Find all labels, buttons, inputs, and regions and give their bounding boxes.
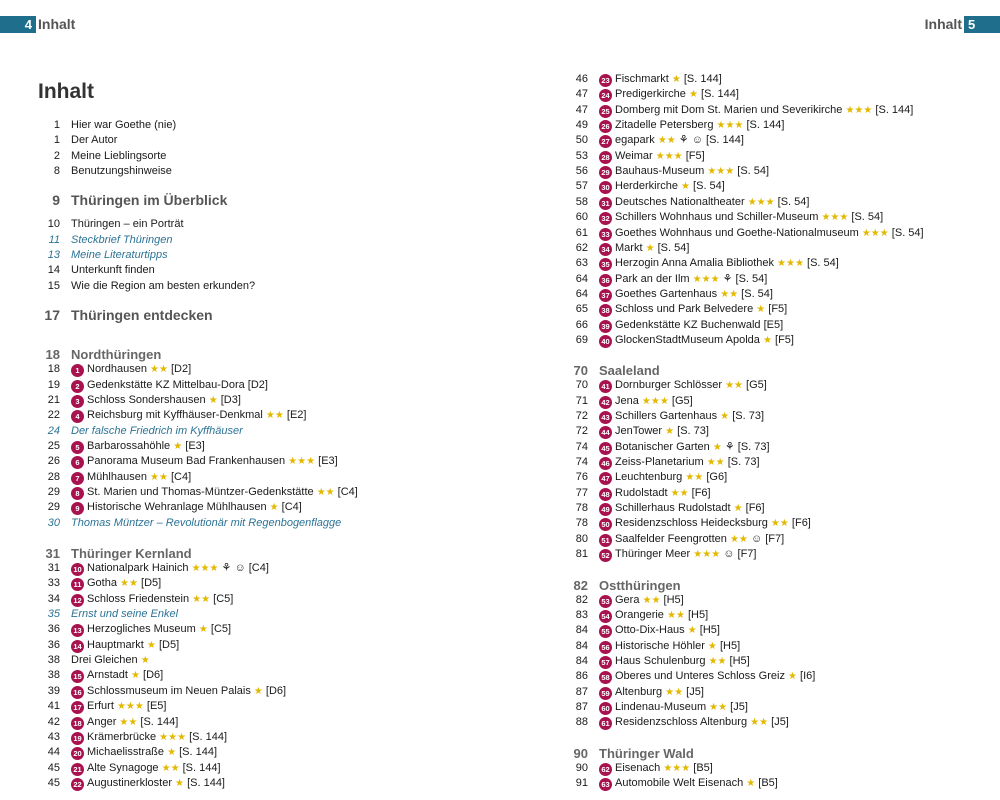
toc-entry-text: 9 Historische Wehranlage Mühlhausen ★ [C4] xyxy=(71,500,302,515)
toc-page-number: 66 xyxy=(575,318,588,331)
toc-entry-text: 26 Zitadelle Petersberg ★★★ [S. 144] xyxy=(599,118,784,133)
toc-entry-text: 8 St. Marien und Thomas-Müntzer-Gedenkstätte ★★ [C4] xyxy=(71,485,358,500)
sight-number-badge: 2 xyxy=(71,380,84,393)
toc-entry-text: 60 Lindenau-Museum ★★ [J5] xyxy=(599,700,748,715)
rating-stars: ★★ xyxy=(161,762,180,774)
toc-page-number: 88 xyxy=(575,716,588,729)
rating-stars: ★★★ xyxy=(845,104,873,116)
toc-page-number: 62 xyxy=(575,241,588,254)
sight-number-badge: 59 xyxy=(599,687,612,700)
toc-page-number: 83 xyxy=(575,608,588,621)
sight-number-badge: 8 xyxy=(71,487,84,500)
toc-page-number: 33 xyxy=(47,577,60,590)
rating-stars: ★★ xyxy=(642,594,661,606)
sight-number-badge: 12 xyxy=(71,594,84,607)
toc-entry-text: 56 Historische Höhler ★ [H5] xyxy=(599,639,740,654)
rating-stars: ★ xyxy=(681,181,690,193)
rating-stars: ★ xyxy=(253,685,263,697)
toc-entry-text: 54 Orangerie ★★ [H5] xyxy=(599,608,708,623)
toc-entry-text: 47 Leuchtenburg ★★ [G6] xyxy=(599,470,727,485)
toc-entry-text: Ostthüringen xyxy=(599,577,681,593)
toc-entry-text: 52 Thüringer Meer ★★★ ☺ [F7] xyxy=(599,547,756,562)
toc-page-number: 45 xyxy=(47,776,60,789)
toc-page-number: 74 xyxy=(575,440,588,453)
toc-page-number: 57 xyxy=(575,180,588,193)
toc-page-number: 90 xyxy=(573,745,588,761)
toc-entry-text: 15 Arnstadt ★ [D6] xyxy=(71,668,163,683)
right-running-head: Inhalt xyxy=(924,16,962,32)
rating-stars: ★★ xyxy=(708,655,727,667)
toc-entry-text: 19 Krämerbrücke ★★★ [S. 144] xyxy=(71,730,227,745)
toc-page-number: 81 xyxy=(575,548,588,561)
toc-entry-text: 63 Automobile Welt Eisenach ★ [B5] xyxy=(599,776,778,791)
toc-entry-text: 1 Nordhausen ★★ [D2] xyxy=(71,362,191,377)
toc-page-number: 87 xyxy=(575,685,588,698)
page-title: Inhalt xyxy=(38,80,94,103)
toc-entry-text: 25 Domberg mit Dom St. Marien und Severikirche ★★★ [S. 144] xyxy=(599,103,913,118)
toc-entry-text: Der falsche Friedrich im Kyffhäuser xyxy=(71,424,243,437)
toc-page-number: 9 xyxy=(52,192,60,209)
sight-number-badge: 26 xyxy=(599,120,612,133)
toc-page-number: 72 xyxy=(575,425,588,438)
sight-number-badge: 14 xyxy=(71,640,84,653)
rating-stars: ★★ xyxy=(666,609,685,621)
toc-page-number: 35 xyxy=(47,608,60,621)
rating-stars: ★ xyxy=(198,624,208,636)
rating-stars: ★★★ xyxy=(777,258,804,270)
toc-page-number: 36 xyxy=(47,623,60,636)
sight-number-badge: 35 xyxy=(599,258,612,271)
rating-stars: ★★★ xyxy=(716,120,744,132)
toc-entry-text: 11 Gotha ★★ [D5] xyxy=(71,576,161,591)
rating-stars: ★★ xyxy=(750,717,769,729)
sight-number-badge: 15 xyxy=(71,670,84,683)
toc-entry-text: 48 Rudolstadt ★★ [F6] xyxy=(599,486,711,501)
rating-stars: ★★★ xyxy=(288,456,316,468)
toc-entry-text: 62 Eisenach ★★★ [B5] xyxy=(599,761,713,776)
toc-entry-text: 31 Deutsches Nationaltheater ★★★ [S. 54] xyxy=(599,195,809,210)
toc-page-number: 84 xyxy=(575,654,588,667)
sight-number-badge: 41 xyxy=(599,380,612,393)
rating-stars: ★ xyxy=(788,671,797,683)
sight-number-badge: 50 xyxy=(599,518,612,531)
sight-number-badge: 44 xyxy=(599,426,612,439)
toc-entry-text: 2 Gedenkstätte KZ Mittelbau-Dora [D2] xyxy=(71,378,268,393)
sight-number-badge: 38 xyxy=(599,304,612,317)
toc-page-number: 45 xyxy=(47,761,60,774)
toc-entry-text: Ernst und seine Enkel xyxy=(71,608,179,621)
sight-number-badge: 39 xyxy=(599,320,612,333)
toc-page-number: 64 xyxy=(575,287,588,300)
toc-page-number: 71 xyxy=(575,394,588,407)
toc-entry-text: Meine Literaturtipps xyxy=(71,249,168,262)
toc-entry-text: 7 Mühlhausen ★★ [C4] xyxy=(71,470,191,485)
toc-entry-text: Thüringer Wald xyxy=(599,745,694,761)
toc-entry-text: 18 Anger ★★ [S. 144] xyxy=(71,715,178,730)
rating-stars: ★ xyxy=(756,304,766,316)
toc-entry-text: 20 Michaelisstraße ★ [S. 144] xyxy=(71,745,217,760)
rating-stars: ★ xyxy=(146,639,156,651)
toc-entry-text: Thomas Müntzer – Revolutionär mit Regenbogenflagge xyxy=(71,516,342,529)
toc-page-number: 84 xyxy=(575,624,588,637)
rating-stars: ★★ xyxy=(770,518,789,530)
toc-entry-text: 61 Residenzschloss Altenburg ★★ [J5] xyxy=(599,715,789,730)
toc-page-number: 19 xyxy=(47,378,60,391)
toc-entry-text: 43 Schillers Gartenhaus ★ [S. 73] xyxy=(599,409,764,424)
toc-entry-text: 37 Goethes Gartenhaus ★★ [S. 54] xyxy=(599,287,773,302)
toc-page-number: 90 xyxy=(575,761,588,774)
sight-number-badge: 4 xyxy=(71,410,84,423)
toc-entry-text: Hier war Goethe (nie) xyxy=(71,119,177,131)
toc-page-number: 77 xyxy=(575,486,588,499)
toc-entry-text: Drei Gleichen ★ xyxy=(71,654,150,667)
rating-stars: ★★★ xyxy=(663,762,691,774)
toc-page-number: 26 xyxy=(47,455,60,468)
rating-stars: ★★ xyxy=(725,380,743,392)
toc-page-number: 22 xyxy=(47,409,60,422)
rating-stars: ★★★ xyxy=(861,227,889,239)
rating-stars: ★ xyxy=(167,747,177,759)
sight-number-badge: 47 xyxy=(599,472,612,485)
rating-stars: ★ xyxy=(208,394,218,406)
toc-page-number: 2 xyxy=(53,149,60,162)
toc-page-number: 24 xyxy=(47,424,60,437)
toc-entry-text: 3 Schloss Sondershausen ★ [D3] xyxy=(71,393,241,408)
toc-page-number: 42 xyxy=(47,715,60,728)
toc-page-number: 47 xyxy=(575,88,588,101)
sight-number-badge: 10 xyxy=(71,563,84,576)
toc-page-number: 78 xyxy=(575,502,588,515)
toc-entry-text: 6 Panorama Museum Bad Frankenhausen ★★★ [E3] xyxy=(71,454,338,469)
toc-entry-text: 13 Herzogliches Museum ★ [C5] xyxy=(71,622,231,637)
sight-number-badge: 55 xyxy=(599,625,612,638)
rating-stars: ★ xyxy=(175,777,185,789)
toc-entry-text: 16 Schlossmuseum im Neuen Palais ★ [D6] xyxy=(71,684,286,699)
toc-entry-text: 41 Dornburger Schlösser ★★ [G5] xyxy=(599,378,767,393)
sight-number-badge: 52 xyxy=(599,549,612,562)
toc-entry-text: 44 JenTower ★ [S. 73] xyxy=(599,424,709,439)
sight-number-badge: 19 xyxy=(71,732,84,745)
toc-page-number: 14 xyxy=(47,264,60,277)
toc-entry-text: Steckbrief Thüringen xyxy=(71,233,173,246)
toc-entry-text: Thüringen – ein Porträt xyxy=(71,218,184,231)
sight-number-badge: 36 xyxy=(599,274,612,287)
toc-page-number: 65 xyxy=(575,303,588,316)
rating-stars: ★★ xyxy=(657,135,676,147)
toc-page-number: 29 xyxy=(47,501,60,514)
toc-entry-text: 21 Alte Synagoge ★★ [S. 144] xyxy=(71,761,221,776)
sight-number-badge: 58 xyxy=(599,671,612,684)
rating-stars: ★ xyxy=(173,440,183,452)
rating-stars: ★★★ xyxy=(159,731,187,743)
toc-entry-text: 38 Schloss und Park Belvedere ★ [F5] xyxy=(599,302,787,317)
rating-stars: ★★ xyxy=(665,686,684,698)
toc-entry-text: 51 Saalfelder Feengrotten ★★ ☺ [F7] xyxy=(599,532,784,547)
toc-entry-text: 36 Park an der Ilm ★★★ ⚘ [S. 54] xyxy=(599,272,767,287)
sight-number-badge: 6 xyxy=(71,456,84,469)
rating-stars: ★ xyxy=(645,242,655,254)
sight-number-badge: 51 xyxy=(599,534,612,547)
toc-page-number: 63 xyxy=(575,257,588,270)
toc-page-number: 70 xyxy=(575,379,588,392)
rating-stars: ★★ xyxy=(706,457,725,469)
rating-stars: ★★★ xyxy=(747,196,775,208)
toc-page-number: 64 xyxy=(575,272,588,285)
toc-page-number: 18 xyxy=(47,363,60,376)
rating-stars: ★★ xyxy=(119,716,138,728)
sight-number-badge: 30 xyxy=(599,181,612,194)
sight-number-badge: 37 xyxy=(599,289,612,302)
toc-entry-text: 35 Herzogin Anna Amalia Bibliothek ★★★ [S. 54] xyxy=(599,256,839,271)
sight-number-badge: 42 xyxy=(599,396,612,409)
sight-number-badge: 32 xyxy=(599,212,612,225)
toc-page-number: 38 xyxy=(47,654,60,667)
toc-page-number: 86 xyxy=(575,670,588,683)
toc-page-number: 39 xyxy=(47,684,60,697)
sight-number-badge: 25 xyxy=(599,105,612,118)
sight-number-badge: 9 xyxy=(71,502,84,515)
sight-number-badge: 5 xyxy=(71,441,84,454)
sight-number-badge: 56 xyxy=(599,641,612,654)
sight-number-badge: 20 xyxy=(71,747,84,760)
toc-page-number: 25 xyxy=(47,439,60,452)
toc-page-number: 72 xyxy=(575,410,588,422)
sight-number-badge: 54 xyxy=(599,610,612,623)
toc-entry-text: 42 Jena ★★★ [G5] xyxy=(599,394,693,409)
rating-stars: ★★ xyxy=(709,701,728,713)
toc-entry-text: Thüringer Kernland xyxy=(71,546,192,561)
sight-number-badge: 49 xyxy=(599,503,612,516)
toc-entry-text: Thüringen im Überblick xyxy=(71,192,228,209)
toc-entry-text: 55 Otto-Dix-Haus ★ [H5] xyxy=(599,623,720,638)
toc-entry-text: 58 Oberes und Unteres Schloss Greiz ★ [I6] xyxy=(599,669,815,684)
toc-entry-text: 28 Weimar ★★★ [F5] xyxy=(599,149,705,164)
toc-entry-text: 4 Reichsburg mit Kyffhäuser-Denkmal ★★ [E2] xyxy=(71,408,306,423)
toc-page-number: 60 xyxy=(575,211,588,224)
sight-number-badge: 3 xyxy=(71,395,84,408)
sight-number-badge: 43 xyxy=(599,411,612,424)
toc-entry-text: 39 Gedenkstätte KZ Buchenwald [E5] xyxy=(599,318,783,333)
toc-page-number: 31 xyxy=(47,562,60,574)
rating-stars: ★ xyxy=(762,334,772,346)
toc-page-number: 78 xyxy=(575,517,588,530)
sight-number-badge: 63 xyxy=(599,778,612,791)
rating-stars: ★ xyxy=(131,670,140,682)
sight-number-badge: 53 xyxy=(599,595,612,608)
rating-stars: ★ xyxy=(733,503,743,515)
toc-page-number: 28 xyxy=(47,470,60,483)
sight-number-badge: 61 xyxy=(599,717,612,730)
toc-page-number: 31 xyxy=(45,546,60,561)
rating-stars: ★ xyxy=(671,74,681,85)
rating-stars: ★★ xyxy=(720,288,739,300)
rating-stars: ★ xyxy=(269,502,279,514)
toc-entry-text: 46 Zeiss-Planetarium ★★ [S. 73] xyxy=(599,455,760,470)
toc-entry-text: 27 egapark ★★ ⚘ ☺ [S. 144] xyxy=(599,133,744,148)
toc-page-number: 36 xyxy=(47,638,60,651)
toc-page-number: 70 xyxy=(573,363,588,379)
sight-number-badge: 57 xyxy=(599,656,612,669)
toc-entry-text: Thüringen entdecken xyxy=(71,307,213,324)
toc-entry-text: 12 Schloss Friedenstein ★★ [C5] xyxy=(71,592,233,607)
sight-number-badge: 31 xyxy=(599,197,612,210)
toc-page-number: 61 xyxy=(575,226,588,239)
sight-number-badge: 28 xyxy=(599,151,612,164)
rating-stars: ★ xyxy=(707,640,717,652)
sight-number-badge: 62 xyxy=(599,763,612,776)
rating-stars: ★★ xyxy=(120,578,138,590)
sight-number-badge: 24 xyxy=(599,89,612,102)
toc-entry-text: 57 Haus Schulenburg ★★ [H5] xyxy=(599,654,750,669)
rating-stars: ★ xyxy=(140,655,150,667)
toc-page-number: 10 xyxy=(47,218,60,231)
toc-entry-text: 59 Altenburg ★★ [J5] xyxy=(599,685,704,700)
toc-page-number: 56 xyxy=(575,165,588,178)
toc-page-number: 76 xyxy=(575,471,588,484)
toc-entry-text: 53 Gera ★★ [H5] xyxy=(599,593,684,608)
rating-stars: ★★★ xyxy=(693,549,721,561)
toc-page-number: 21 xyxy=(47,393,60,406)
sight-number-badge: 21 xyxy=(71,763,84,776)
toc-page-number: 43 xyxy=(47,730,60,743)
rating-stars: ★★ xyxy=(150,471,168,483)
toc-entry-text: 29 Bauhaus-Museum ★★★ [S. 54] xyxy=(599,164,769,179)
right-page-number: 5 xyxy=(964,16,1000,33)
sight-number-badge: 11 xyxy=(71,578,84,591)
toc-entry-text: 32 Schillers Wohnhaus und Schiller-Museum ★★★ [S. 54] xyxy=(599,210,883,225)
toc-page-number: 44 xyxy=(47,746,60,759)
toc-page-number: 69 xyxy=(575,333,588,346)
toc-entry-text: 50 Residenzschloss Heidecksburg ★★ [F6] xyxy=(599,516,811,531)
sight-number-badge: 7 xyxy=(71,472,84,485)
sight-number-badge: 45 xyxy=(599,442,612,455)
toc-entry-text: Der Autor xyxy=(71,134,118,147)
sight-number-badge: 16 xyxy=(71,686,84,699)
toc-page-number: 91 xyxy=(575,777,588,789)
toc-page-number: 11 xyxy=(48,233,60,246)
rating-stars: ★★ xyxy=(150,364,168,376)
toc-entry-text: 5 Barbarossahöhle ★ [E3] xyxy=(71,439,205,454)
toc-entry-text: 24 Predigerkirche ★ [S. 144] xyxy=(599,87,739,102)
toc-entry-text: Wie die Region am besten erkunden? xyxy=(71,279,256,292)
toc-entry-text: 22 Augustinerkloster ★ [S. 144] xyxy=(71,776,225,791)
sight-number-badge: 17 xyxy=(71,701,84,714)
toc-page-number: 15 xyxy=(47,279,60,292)
toc-entry-text: 49 Schillerhaus Rudolstadt ★ [F6] xyxy=(599,501,765,516)
toc-entry-text: Nordthüringen xyxy=(71,347,162,363)
toc-page-number: 38 xyxy=(47,669,60,682)
toc-entry-text: 40 GlockenStadtMuseum Apolda ★ [F5] xyxy=(599,333,794,348)
toc-entry-text: Benutzungshinweise xyxy=(71,165,172,178)
rating-stars: ★ xyxy=(665,426,675,438)
toc-entry-text: 23 Fischmarkt ★ [S. 144] xyxy=(599,72,722,87)
toc-page-number: 41 xyxy=(47,700,60,713)
toc-page-number: 82 xyxy=(573,577,588,593)
left-page-number: 4 xyxy=(0,16,36,33)
toc-entry-text: 34 Markt ★ [S. 54] xyxy=(599,241,689,256)
rating-stars: ★★★ xyxy=(707,166,735,178)
rating-stars: ★ xyxy=(746,778,756,789)
sight-number-badge: 13 xyxy=(71,624,84,637)
toc-page-number: 29 xyxy=(47,485,60,498)
toc-page-number: 17 xyxy=(44,307,60,324)
rating-stars: ★★★ xyxy=(116,701,144,713)
toc-page-number: 8 xyxy=(53,165,60,178)
toc-page-number: 30 xyxy=(47,516,60,529)
rating-stars: ★ xyxy=(687,625,697,637)
sight-number-badge: 34 xyxy=(599,243,612,256)
toc-page-number: 58 xyxy=(575,195,588,208)
toc-entry-text: 30 Herderkirche ★ [S. 54] xyxy=(599,179,725,194)
rating-stars: ★★★ xyxy=(191,563,219,574)
toc-page-number: 53 xyxy=(575,149,588,162)
sight-number-badge: 22 xyxy=(71,778,84,791)
sight-number-badge: 1 xyxy=(71,364,84,377)
toc-entry-text: Meine Lieblingsorte xyxy=(71,149,167,162)
toc-page-number: 18 xyxy=(45,347,60,363)
rating-stars: ★★★ xyxy=(821,212,849,224)
rating-stars: ★ xyxy=(712,441,722,453)
rating-stars: ★★ xyxy=(316,486,335,498)
sight-number-badge: 33 xyxy=(599,228,612,241)
toc-page-number: 47 xyxy=(575,103,588,116)
sight-number-badge: 60 xyxy=(599,702,612,715)
toc-entry-text: 33 Goethes Wohnhaus und Goethe-Nationalmuseum ★★★ [S. 54] xyxy=(599,226,924,241)
left-running-head: Inhalt xyxy=(38,16,76,32)
rating-stars: ★★ xyxy=(265,410,284,422)
toc-entry-text: 45 Botanischer Garten ★ ⚘ [S. 73] xyxy=(599,440,770,455)
toc-page-number: 1 xyxy=(53,119,60,131)
sight-number-badge: 23 xyxy=(599,74,612,87)
rating-stars: ★★★ xyxy=(641,395,669,407)
toc-page-number: 84 xyxy=(575,639,588,652)
sight-number-badge: 27 xyxy=(599,135,612,148)
sight-number-badge: 46 xyxy=(599,457,612,470)
rating-stars: ★★ xyxy=(670,487,689,499)
rating-stars: ★★ xyxy=(192,593,211,605)
rating-stars: ★ xyxy=(688,89,698,101)
toc-page-number: 13 xyxy=(47,249,60,262)
toc-entry-text: Saaleland xyxy=(599,363,660,379)
toc-page-number: 1 xyxy=(53,134,60,147)
rating-stars: ★ xyxy=(720,411,730,422)
toc-entry-text: 10 Nationalpark Hainich ★★★ ⚘ ☺ [C4] xyxy=(71,561,269,576)
toc-entry-text: Unterkunft finden xyxy=(71,264,155,277)
sight-number-badge: 29 xyxy=(599,166,612,179)
toc-page-number: 34 xyxy=(47,592,60,605)
toc-page-number: 46 xyxy=(575,73,588,85)
sight-number-badge: 40 xyxy=(599,335,612,348)
toc-page-number: 87 xyxy=(575,700,588,713)
rating-stars: ★★ xyxy=(685,472,704,484)
toc-page-number: 74 xyxy=(575,456,588,469)
toc-page-number: 80 xyxy=(575,532,588,545)
sight-number-badge: 18 xyxy=(71,717,84,730)
toc-entry-text: 14 Hauptmarkt ★ [D5] xyxy=(71,638,179,653)
toc-page-number: 49 xyxy=(575,119,588,132)
toc-entry-text: 17 Erfurt ★★★ [E5] xyxy=(71,699,166,714)
rating-stars: ★★★ xyxy=(655,150,683,162)
toc-page-number: 82 xyxy=(575,593,588,606)
sight-number-badge: 48 xyxy=(599,488,612,501)
rating-stars: ★★★ xyxy=(692,273,720,285)
rating-stars: ★★ xyxy=(729,533,748,545)
toc-page-number: 50 xyxy=(575,134,588,147)
